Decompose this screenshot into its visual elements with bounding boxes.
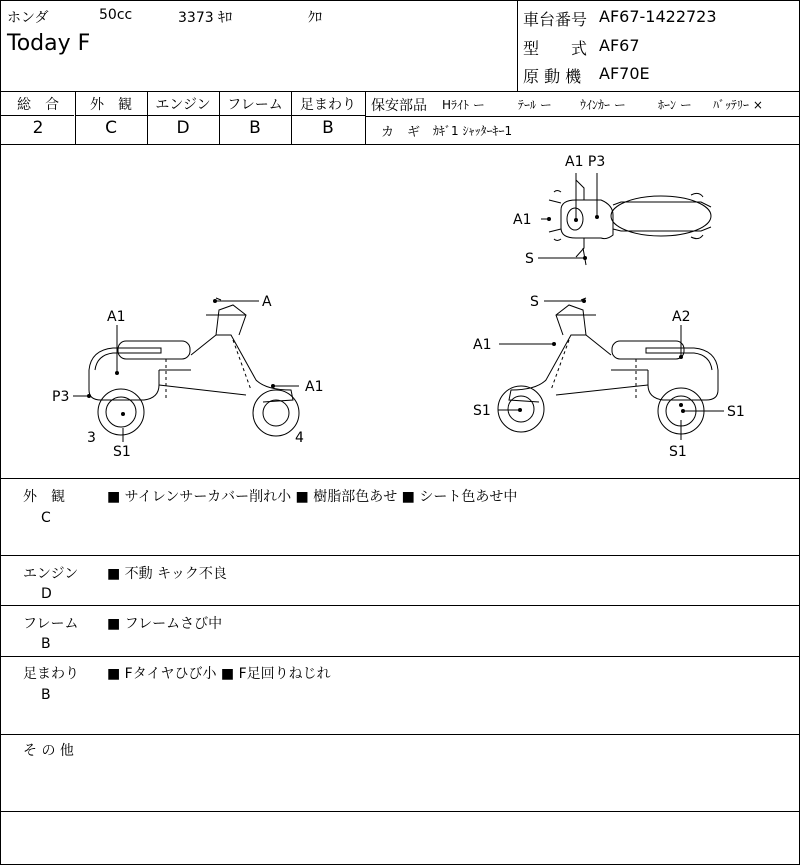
type-label: 型 式: [523, 39, 588, 58]
grade-mid-line: [1, 115, 74, 116]
model-name: Today F: [7, 31, 91, 56]
scooter-diagrams: [1, 145, 800, 478]
label-right-s: S: [530, 294, 539, 310]
safety-item-battery: ﾊﾞｯﾃﾘｰ ×: [713, 98, 763, 112]
label-left-4: 4: [295, 430, 304, 446]
key-label: カ ギ: [381, 125, 421, 140]
frame-no-label: 車台番号: [523, 10, 588, 29]
grade-mid-line: [75, 115, 365, 116]
remark-exterior-category: 外 観: [23, 489, 65, 505]
engine-label: 原 動 機: [523, 67, 582, 86]
grade-engine-label: エンジン: [155, 97, 211, 113]
grade-total-value: 2: [32, 118, 44, 138]
remark-divider: [1, 605, 800, 606]
grade-engine-value: D: [176, 118, 190, 138]
label-right-s1-right: S1: [727, 404, 745, 420]
label-left-s1: S1: [113, 444, 131, 460]
remark-suspension-category: 足まわり: [23, 666, 79, 682]
displacement: 50cc: [99, 7, 133, 23]
safety-item-tail: ﾃｰﾙ ー: [518, 98, 552, 112]
grade-frame-value: B: [249, 118, 261, 138]
safety-item-horn: ﾎｰﾝ ー: [658, 98, 692, 112]
remark-exterior-grade: C: [41, 510, 51, 526]
label-left-a1-top: A1: [107, 309, 126, 325]
grade-suspension-value: B: [322, 118, 334, 138]
grade-divider: [365, 91, 366, 144]
header-divider: [517, 1, 518, 91]
label-right-s1-left: S1: [473, 403, 491, 419]
diagram-bottom-line: [1, 478, 800, 479]
grade-frame-label: フレーム: [227, 97, 283, 113]
mileage: 3373 ｷﾛ: [178, 10, 233, 26]
color: ｸﾛ: [308, 10, 322, 26]
label-right-a1: A1: [473, 337, 492, 353]
remark-divider: [1, 656, 800, 657]
grade-total-label: 総 合: [17, 97, 59, 113]
remark-engine-grade: D: [41, 586, 52, 602]
remark-exterior-text: ■ サイレンサーカバー削れ小 ■ 樹脂部色あせ ■ シート色あせ中: [107, 489, 518, 505]
remark-engine-category: エンジン: [23, 566, 79, 582]
remark-divider: [1, 734, 800, 735]
label-top-s: S: [525, 251, 534, 267]
safety-item-headlight: Hﾗｲﾄ ー: [442, 98, 485, 112]
label-left-3: 3: [87, 430, 96, 446]
leader-lines: [73, 173, 724, 442]
remark-other-category: そ の 他: [23, 743, 74, 759]
header-bottom-line: [1, 91, 800, 92]
remark-divider: [1, 555, 800, 556]
key-value: ｶｷﾞ1 ｼｬｯﾀｰｷｰ1: [433, 124, 513, 138]
label-top-a1: A1: [513, 212, 532, 228]
safety-mid-line: [365, 116, 800, 117]
label-top-a1-p3: A1 P3: [565, 154, 606, 170]
remark-frame-grade: B: [41, 636, 51, 652]
maker: ホンダ: [7, 10, 49, 26]
remark-frame-text: ■ フレームさび中: [107, 616, 223, 632]
remark-frame-category: フレーム: [23, 616, 79, 632]
remark-engine-text: ■ 不動 キック不良: [107, 566, 227, 582]
safety-item-winker: ｳｲﾝｶｰ ー: [580, 98, 626, 112]
type-value: AF67: [599, 36, 640, 55]
frame-no: AF67-1422723: [599, 7, 717, 26]
remark-suspension-grade: B: [41, 687, 51, 703]
label-left-p3: P3: [52, 389, 70, 405]
engine-value: AF70E: [599, 64, 650, 83]
safety-label: 保安部品: [371, 98, 427, 114]
grade-suspension-label: 足まわり: [300, 97, 356, 113]
scooter-top-view: [549, 180, 711, 265]
label-left-a: A: [262, 294, 272, 310]
remark-divider: [1, 811, 800, 812]
grade-exterior-value: C: [105, 118, 117, 138]
remark-suspension-text: ■ Fタイヤひび小 ■ F足回りねじれ: [107, 666, 331, 682]
grade-exterior-label: 外 観: [90, 97, 132, 113]
label-right-a2: A2: [672, 309, 691, 325]
label-left-a1-right: A1: [305, 379, 324, 395]
label-right-s1-bottom: S1: [669, 444, 687, 460]
